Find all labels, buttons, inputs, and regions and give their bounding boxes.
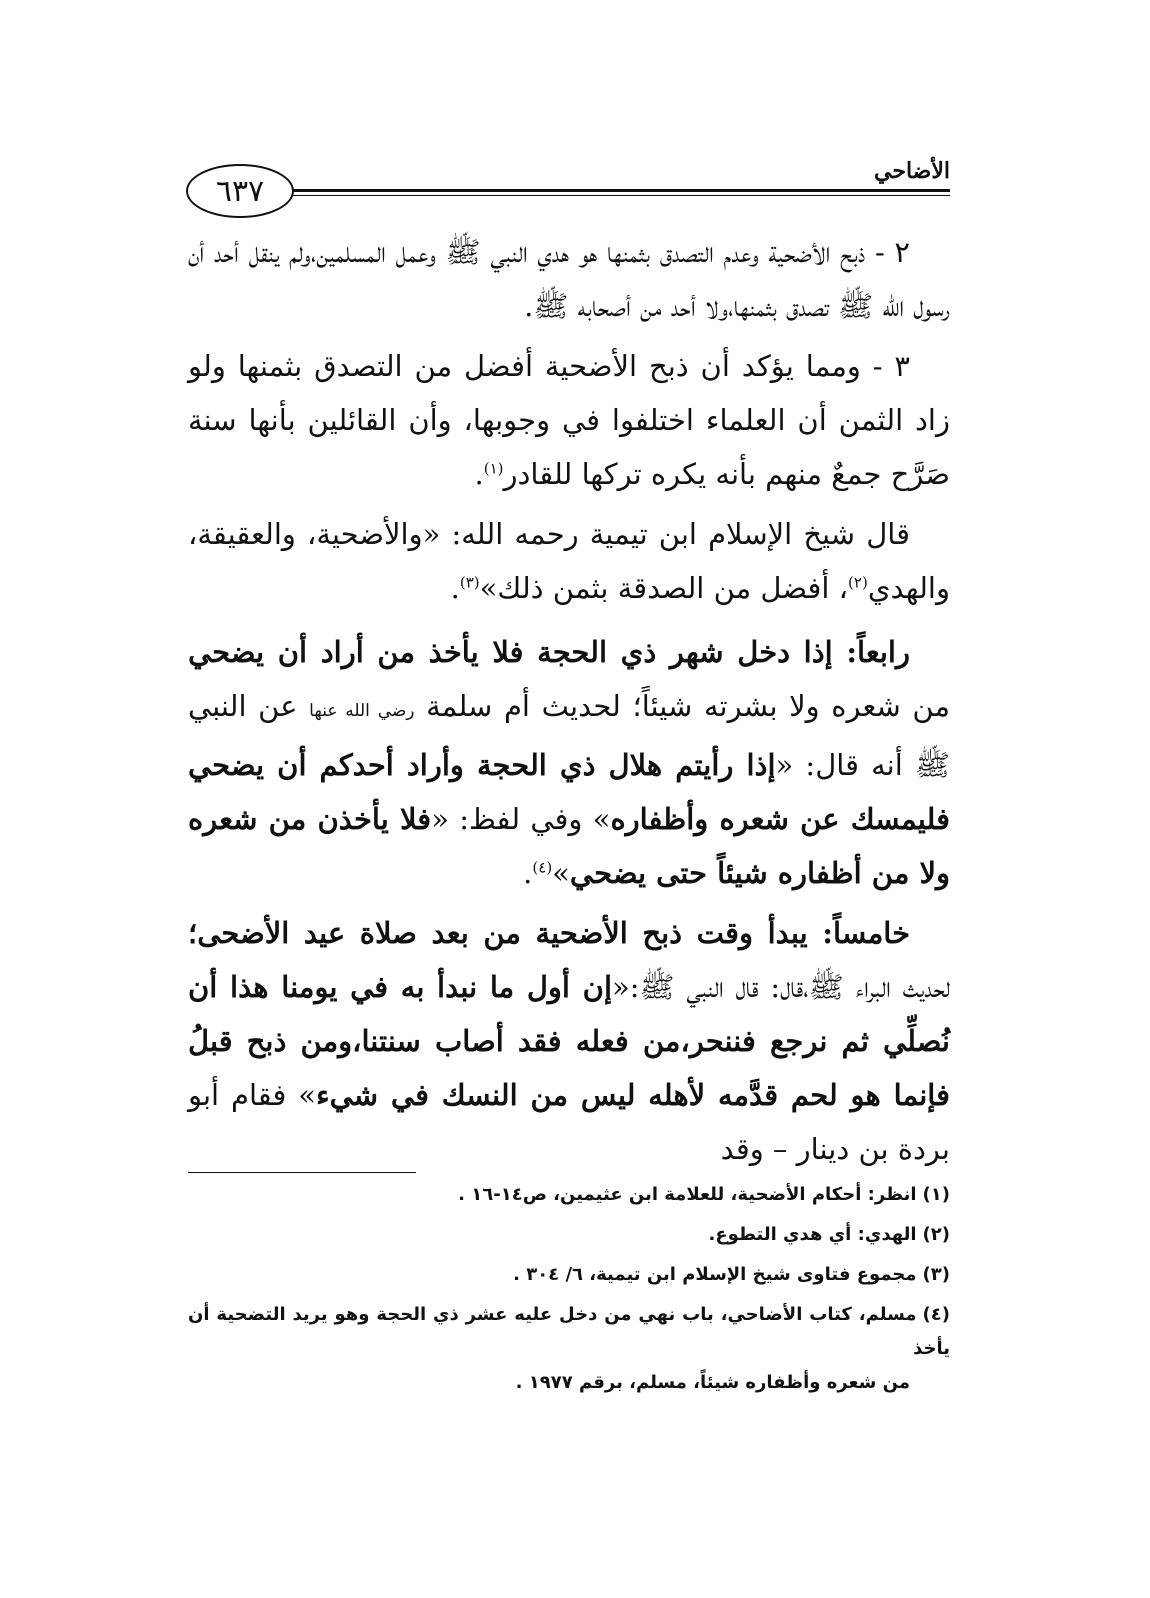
quote-text-a: قال شيخ الإسلام ابن تيمية رحمه الله: «والأضحية، والعقيقة، والهدي xyxy=(188,517,950,605)
section-fifth-text-a: لحديث البراء ﷺ،قال: قال النبي ﷺ:« xyxy=(612,970,950,1004)
footnote-text-continued: من شعره وأظفاره شيئاً، مسلم، برقم ١٩٧٧ . xyxy=(515,1372,910,1393)
page-number xyxy=(186,164,294,218)
footnote-separator xyxy=(188,1172,416,1173)
section-fourth-text-d: » xyxy=(552,856,570,890)
footnote-ref-1[interactable]: (١) xyxy=(483,459,504,478)
section-fifth-heading: خامساً: يبدأ وقت ذبح الأضحية من بعد صلاة عيد الأضحى؛ xyxy=(188,916,910,950)
footnotes xyxy=(188,1178,950,1406)
footnote-text: انظر: أحكام الأضحية، للعلامة ابن عثيمين، ص١٤-١٦ . xyxy=(458,1184,917,1205)
ibn-taymiyya-quote xyxy=(188,507,950,615)
footnote-4 xyxy=(188,1298,950,1400)
quote-text-b: ، أفضل من الصدقة بثمن ذلك» xyxy=(479,571,849,605)
section-fourth xyxy=(188,625,950,900)
body-text xyxy=(188,225,950,1182)
paragraph-3-text: ٣ - ومما يؤكد أن ذبح الأضحية أفضل من التصدق بثمنها ولو زاد الثمن أن العلماء اختلفوا في وجوبها، وأن القائلين بأنها سنة صَرَّح جمعٌ منهم بأنه يكره تركها للقادر xyxy=(188,349,950,491)
hadith-quote-2: فلا يأخذن من شعره ولا من أظفاره شيئاً حتى يضحي xyxy=(188,802,950,890)
footnote-3 xyxy=(188,1258,950,1292)
header-rule-thin xyxy=(240,195,950,196)
footnote-number: (٣) xyxy=(922,1264,950,1285)
section-fifth-text-b: » فقام أبو بردة بن دينار – وقد xyxy=(188,1078,950,1166)
section-fourth-end: . xyxy=(523,856,533,890)
footnote-text: الهدي: أي هدي التطوع. xyxy=(708,1224,917,1245)
page-number-text: ٦٣٧ xyxy=(215,173,265,209)
paragraph-2: ٢ - ذبح الأضحية وعدم التصدق بثمنها هو هدي النبي ﷺ وعمل المسلمين،ولم ينقل أحد أن رسول الله ﷺ تصدق بثمنها،ولا أحد من أصحابه ﷺ. xyxy=(188,235,950,323)
footnote-ref-2[interactable]: (٢) xyxy=(848,573,868,592)
section-fourth-heading: رابعاً: إذا دخل شهر ذي الحجة فلا يأخذ من أراد أن يضحي xyxy=(188,635,910,669)
paragraph-3 xyxy=(188,339,950,501)
hadith-quote-3: إن أول ما نبدأ به في يومنا هذا أن نُصلِّي ثم نرجع فننحر،من فعله فقد أصاب سنتنا،ومن ذبح قبلُ فإنما هو لحم قدَّمه لأهله ليس من النسك في شيء xyxy=(188,970,950,1112)
footnote-text: مسلم، كتاب الأضاحي، باب نهي من دخل عليه عشر ذي الحجة وهو يريد التضحية أن يأخذ xyxy=(188,1304,950,1359)
footnote-ref-3[interactable]: (٣) xyxy=(459,573,480,592)
hadith-quote-1: إذا رأيتم هلال ذي الحجة وأراد أحدكم أن يضحي فليمسك عن شعره وأظفاره xyxy=(188,748,951,836)
section-fourth-text-a: من شعره ولا بشرته شيئاً؛ لحديث أم سلمة xyxy=(414,689,950,723)
quote-end: . xyxy=(450,571,460,605)
page-header xyxy=(180,158,950,218)
footnote-number: (٤) xyxy=(922,1304,950,1325)
footnote-number: (١) xyxy=(922,1184,950,1205)
honorific: رضي الله عنها xyxy=(309,701,415,721)
footnote-text: مجموع فتاوى شيخ الإسلام ابن تيمية، ٦/ ٣٠٤ . xyxy=(513,1264,917,1285)
section-fourth-text-c: » وفي لفظ: « xyxy=(431,802,611,836)
footnote-2 xyxy=(188,1218,950,1252)
paragraph-3-end: . xyxy=(474,457,484,491)
section-fifth xyxy=(188,906,950,1176)
footnote-ref-4[interactable]: (٤) xyxy=(532,858,553,877)
section-fourth-text-b: عن النبي ﷺ أنه قال: « xyxy=(188,689,950,782)
chapter-title: الأضاحي xyxy=(874,158,950,184)
footnote-1 xyxy=(188,1178,950,1212)
footnote-number: (٢) xyxy=(922,1224,950,1245)
header-rule-thick xyxy=(240,189,950,192)
